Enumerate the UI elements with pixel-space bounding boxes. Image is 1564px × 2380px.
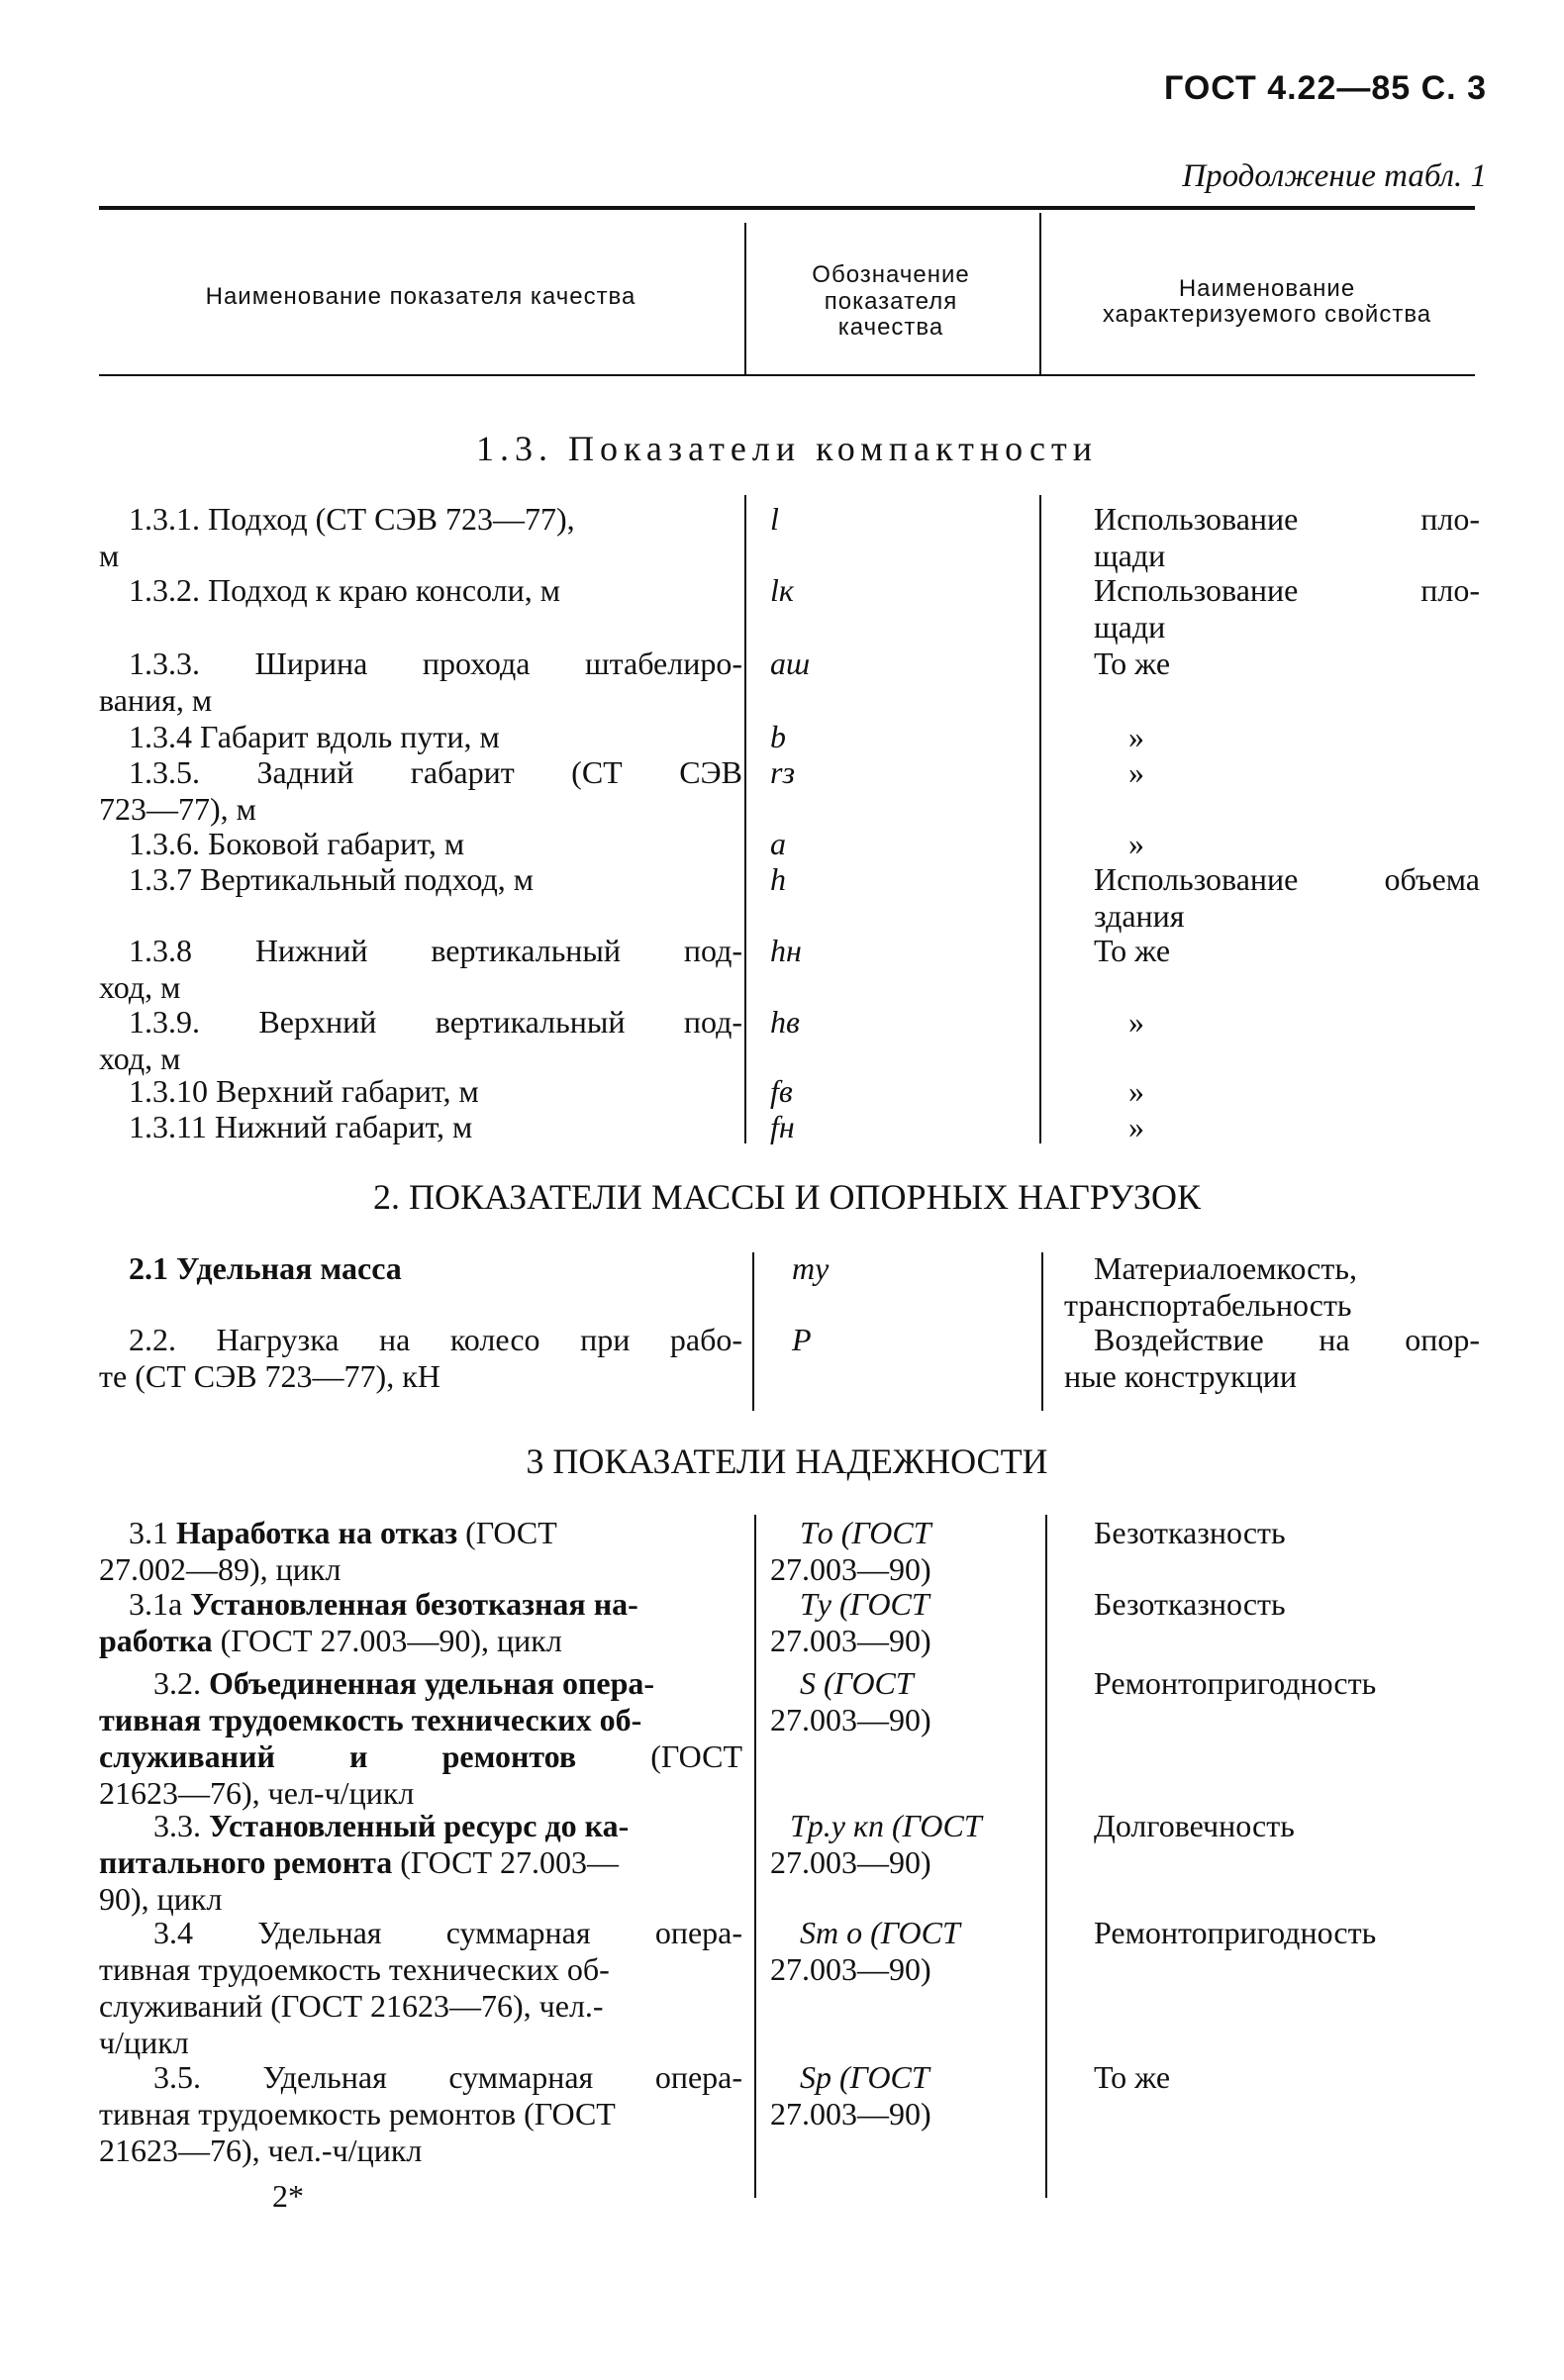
row-1-3-11-symbol: fн <box>770 1109 795 1144</box>
row-3-2-symbol-line1: S (ГОСТ <box>800 1665 914 1701</box>
row-3-1-symbol-line1: Tо (ГОСТ <box>800 1515 931 1550</box>
row-3-2-name-line2: тивная трудоемкость технических об- <box>99 1702 642 1737</box>
row-1-3-7-property-line2: здания <box>1094 898 1185 934</box>
row-1-3-5-symbol: rз <box>770 754 795 790</box>
row-3-2-name-line1: 3.2. Объединенная удельная опера- <box>153 1665 655 1701</box>
row-3-1a-name-line2: работка (ГОСТ 27.003—90), цикл <box>99 1623 562 1658</box>
signature-mark: 2* <box>272 2178 304 2214</box>
row-1-3-7-property-line1: Использование объема <box>1094 861 1480 897</box>
row-3-3-symbol <box>770 1808 1027 1881</box>
row-1-3-8-name-line2: ход, м <box>99 969 181 1005</box>
row-2-1-property-line2: транспортабельность <box>1064 1287 1352 1323</box>
row-1-3-9-name-line2: ход, м <box>99 1041 181 1076</box>
row-3-3-property: Долговечность <box>1094 1808 1295 1843</box>
row-1-3-8-symbol: hн <box>770 933 802 968</box>
row-1-3-1-name-cont: м <box>99 538 120 573</box>
row-2-1-name-text: 2.1 Удельная масса <box>129 1250 402 1286</box>
row-1-3-6-property: » <box>1128 826 1144 861</box>
sec2-divider-1 <box>752 1252 754 1411</box>
row-1-3-7-symbol: h <box>770 861 786 897</box>
row-1-3-5-name-line1: 1.3.5. Задний габарит (СТ СЭВ <box>129 754 742 790</box>
row-3-2-property: Ремонтопригодность <box>1094 1665 1377 1701</box>
row-3-3-name-line1: 3.3. Установленный ресурс до ка- <box>153 1808 630 1843</box>
row-1-3-5-property: » <box>1128 754 1144 790</box>
row-3-4-name <box>99 1915 742 2061</box>
column-header-name: Наименование показателя качества <box>205 282 636 310</box>
row-3-1a-name-line1: 3.1а Установленная безотказная на- <box>129 1586 638 1622</box>
row-1-3-3-name-line1: 1.3.3. Ширина прохода штабелиро- <box>129 645 742 681</box>
row-1-3-8-name-line1: 1.3.8 Нижний вертикальный под- <box>129 933 742 968</box>
sec13-divider-1 <box>744 495 746 1143</box>
row-2-2-name <box>99 1322 742 1395</box>
section-title-mass-loads: 2. ПОКАЗАТЕЛИ МАССЫ И ОПОРНЫХ НАГРУЗОК <box>373 1177 1201 1217</box>
row-1-3-3-name <box>99 645 742 719</box>
row-1-3-2-property <box>1094 572 1480 645</box>
header-divider-2 <box>1039 213 1041 376</box>
page-header: ГОСТ 4.22—85 С. 3 <box>1164 69 1487 107</box>
row-1-3-5-name <box>99 754 742 828</box>
row-1-3-4-name-text: 1.3.4 Габарит вдоль пути, м <box>129 719 500 754</box>
row-3-2-name-line3: служиваний и ремонтов (ГОСТ <box>99 1738 743 1774</box>
row-1-3-2-name-text: 1.3.2. Подход к краю консоли, м <box>129 572 560 608</box>
row-1-3-1-property <box>1094 501 1480 574</box>
row-1-3-5-name-line2: 723—77), м <box>99 791 256 827</box>
row-3-1a-property: Безотказность <box>1094 1586 1286 1622</box>
row-1-3-11-property: » <box>1128 1109 1144 1144</box>
row-1-3-6-name-text: 1.3.6. Боковой габарит, м <box>129 826 465 861</box>
row-1-3-2-symbol: lк <box>770 572 794 608</box>
row-3-1-symbol-line2: 27.003—90) <box>770 1551 931 1587</box>
row-2-2-property-line1: Воздействие на опор- <box>1094 1322 1480 1357</box>
row-2-2-property-line2: ные конструкции <box>1064 1358 1297 1394</box>
row-2-2-name-line1: 2.2. Нагрузка на колесо при рабо- <box>129 1322 742 1357</box>
row-1-3-1-name-line1: 1.3.1. Подход (СТ СЭВ 723—77), <box>129 501 575 537</box>
row-1-3-9-name <box>99 1004 742 1077</box>
row-3-2-symbol <box>770 1665 1027 1738</box>
row-3-2-symbol-line2: 27.003—90) <box>770 1702 931 1737</box>
row-3-3-symbol-line2: 27.003—90) <box>770 1844 931 1880</box>
table-continuation-label: Продолжение табл. 1 <box>1182 158 1487 194</box>
row-1-3-9-name-line1: 1.3.9. Верхний вертикальный под- <box>129 1004 742 1040</box>
row-3-4-symbol <box>770 1915 1027 1988</box>
row-3-1-name-line1: 3.1 Наработка на отказ (ГОСТ <box>129 1515 557 1550</box>
sec13-divider-2 <box>1039 495 1041 1143</box>
row-3-1a-symbol-line2: 27.003—90) <box>770 1623 931 1658</box>
table-top-rule <box>99 206 1475 210</box>
row-1-3-3-symbol: aш <box>770 645 811 681</box>
row-1-3-4-name <box>99 719 742 755</box>
row-1-3-3-name-line2: вания, м <box>99 682 213 718</box>
section-title-compactness: 1.3. Показатели компактности <box>475 429 1099 468</box>
row-1-3-8-property: То же <box>1094 933 1171 968</box>
row-3-3-name-line3: 90), цикл <box>99 1881 223 1917</box>
row-3-1a-name <box>99 1586 742 1659</box>
row-3-1-symbol <box>770 1515 1027 1588</box>
row-1-3-3-property: То же <box>1094 645 1171 681</box>
sec3-divider-1 <box>754 1515 756 2198</box>
header-divider-1 <box>744 223 746 376</box>
row-1-3-2-property-line1: Использование пло- <box>1094 572 1480 608</box>
row-3-1a-symbol <box>770 1586 1027 1659</box>
row-3-2-name-line4: 21623—76), чел-ч/цикл <box>99 1775 415 1811</box>
section-title-reliability: 3 ПОКАЗАТЕЛИ НАДЕЖНОСТИ <box>526 1441 1048 1481</box>
row-3-1a-symbol-line1: Tу (ГОСТ <box>800 1586 929 1622</box>
row-1-3-9-property: » <box>1128 1004 1144 1040</box>
row-1-3-7-name-text: 1.3.7 Вертикальный подход, м <box>129 861 534 897</box>
row-3-1-name <box>99 1515 742 1588</box>
row-3-5-symbol-line2: 27.003—90) <box>770 2096 931 2132</box>
row-3-1-name-line2: 27.002—89), цикл <box>99 1551 342 1587</box>
row-3-4-property: Ремонтопригодность <box>1094 1915 1377 1950</box>
row-3-5-symbol-line1: Sр (ГОСТ <box>800 2059 929 2095</box>
row-1-3-10-name-text: 1.3.10 Верхний габарит, м <box>129 1073 479 1109</box>
row-1-3-1-symbol: l <box>770 501 779 537</box>
row-1-3-6-name <box>99 826 742 862</box>
row-1-3-10-property: » <box>1128 1073 1144 1109</box>
row-3-3-symbol-line1: Tр.у кп (ГОСТ <box>790 1808 982 1843</box>
row-3-2-name <box>99 1665 742 1812</box>
row-2-1-symbol: mу <box>792 1250 830 1286</box>
row-3-5-name-line2: тивная трудоемкость ремонтов (ГОСТ <box>99 2096 616 2132</box>
row-1-3-1-property-line1: Использование пло- <box>1094 501 1480 537</box>
sec3-divider-2 <box>1045 1515 1047 2198</box>
row-2-2-property <box>1064 1322 1480 1395</box>
row-1-3-2-property-line2: щади <box>1094 609 1166 645</box>
row-3-5-name-line1: 3.5. Удельная суммарная опера- <box>153 2059 742 2095</box>
row-3-4-name-line4: ч/цикл <box>99 2025 189 2060</box>
table-header-bottom-rule <box>99 374 1475 376</box>
row-2-2-symbol: P <box>792 1322 812 1357</box>
row-1-3-7-name <box>99 861 742 898</box>
row-3-4-name-line3: служиваний (ГОСТ 21623—76), чел.- <box>99 1988 604 2024</box>
row-1-3-11-name-text: 1.3.11 Нижний габарит, м <box>129 1109 473 1144</box>
row-1-3-1-property-line2: щади <box>1094 538 1166 573</box>
row-1-3-1-name <box>99 501 742 538</box>
row-3-5-name <box>99 2059 742 2169</box>
row-3-5-symbol <box>770 2059 1027 2132</box>
row-2-1-property-line1: Материалоемкость, <box>1094 1250 1357 1286</box>
row-3-4-symbol-line2: 27.003—90) <box>770 1951 931 1987</box>
row-2-1-property <box>1064 1250 1480 1324</box>
row-3-3-name-line2: питального ремонта (ГОСТ 27.003— <box>99 1844 619 1880</box>
row-2-2-name-line2: те (СТ СЭВ 723—77), кН <box>99 1358 440 1394</box>
row-1-3-11-name <box>99 1109 742 1145</box>
column-header-property: Наименование характеризуемого свойства <box>1102 274 1432 328</box>
row-1-3-9-symbol: hв <box>770 1004 800 1040</box>
row-1-3-6-symbol: a <box>770 826 786 861</box>
row-2-1-name <box>99 1250 742 1287</box>
row-1-3-10-name <box>99 1073 742 1110</box>
row-1-3-2-name <box>99 572 742 609</box>
row-1-3-7-property <box>1094 861 1480 935</box>
row-1-3-4-property: » <box>1128 719 1144 754</box>
column-header-symbol: Обозначение показателя качества <box>812 261 970 342</box>
row-3-5-property: То же <box>1094 2059 1171 2095</box>
row-3-4-symbol-line1: Sт о (ГОСТ <box>800 1915 960 1950</box>
row-3-3-name <box>99 1808 742 1918</box>
row-1-3-4-symbol: b <box>770 719 786 754</box>
row-1-3-8-name <box>99 933 742 1006</box>
row-3-4-name-line2: тивная трудоемкость технических об- <box>99 1951 610 1987</box>
row-1-3-10-symbol: fв <box>770 1073 793 1109</box>
row-3-4-name-line1: 3.4 Удельная суммарная опера- <box>153 1915 742 1950</box>
row-3-1-property: Безотказность <box>1094 1515 1286 1550</box>
row-3-5-name-line3: 21623—76), чел.-ч/цикл <box>99 2132 423 2168</box>
